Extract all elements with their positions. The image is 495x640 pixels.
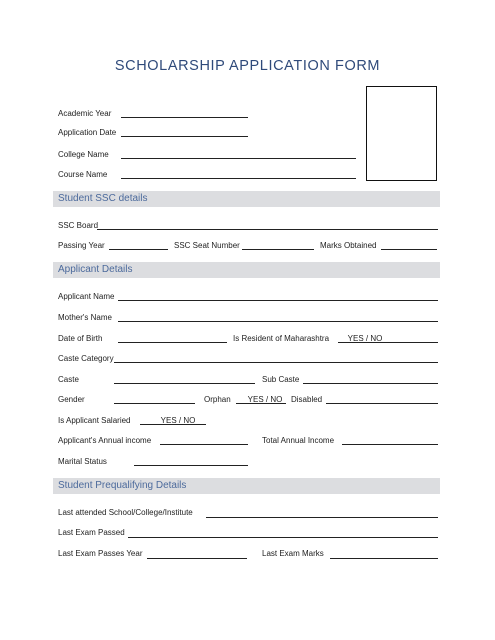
total-annual-income-field[interactable] xyxy=(342,444,438,445)
course-name-field[interactable] xyxy=(121,178,356,179)
passing-year-field[interactable] xyxy=(109,249,168,250)
annual-income-label: Applicant's Annual income xyxy=(58,436,152,445)
disabled-field[interactable] xyxy=(326,403,438,404)
course-name-label: Course Name xyxy=(58,170,108,179)
date-of-birth-label: Date of Birth xyxy=(58,334,103,343)
ssc-board-field[interactable] xyxy=(97,229,438,230)
passing-year-label: Passing Year xyxy=(58,241,105,250)
college-name-field[interactable] xyxy=(121,158,356,159)
mothers-name-field[interactable] xyxy=(118,321,438,322)
application-date-field[interactable] xyxy=(121,136,248,137)
caste-category-field[interactable] xyxy=(114,362,438,363)
sub-caste-field[interactable] xyxy=(303,383,438,384)
total-annual-income-label: Total Annual Income xyxy=(262,436,335,445)
annual-income-field[interactable] xyxy=(160,444,248,445)
academic-year-field[interactable] xyxy=(121,117,248,118)
last-exam-year-label: Last Exam Passes Year xyxy=(58,549,143,558)
salaried-options[interactable]: YES / NO xyxy=(160,416,196,425)
salaried-label: Is Applicant Salaried xyxy=(58,416,131,425)
orphan-field[interactable] xyxy=(236,403,286,404)
caste-field[interactable] xyxy=(114,383,255,384)
marital-status-field[interactable] xyxy=(134,465,248,466)
academic-year-label: Academic Year xyxy=(58,109,112,118)
last-exam-marks-field[interactable] xyxy=(330,558,438,559)
ssc-seat-number-field[interactable] xyxy=(242,249,314,250)
section-applicant-details: Applicant Details xyxy=(53,262,440,278)
caste-label: Caste xyxy=(58,375,79,384)
marks-obtained-field[interactable] xyxy=(381,249,437,250)
last-exam-passed-label: Last Exam Passed xyxy=(58,528,125,537)
date-of-birth-field[interactable] xyxy=(118,342,227,343)
applicant-name-label: Applicant Name xyxy=(58,292,115,301)
resident-field[interactable] xyxy=(338,342,438,343)
sub-caste-label: Sub Caste xyxy=(262,375,300,384)
last-attended-label: Last attended School/College/Institute xyxy=(58,508,193,517)
caste-category-label: Caste Category xyxy=(58,354,114,363)
ssc-seat-number-label: SSC Seat Number xyxy=(174,241,240,250)
resident-options[interactable]: YES / NO xyxy=(347,334,383,343)
photo-box xyxy=(366,86,437,181)
last-attended-field[interactable] xyxy=(206,517,438,518)
gender-label: Gender xyxy=(58,395,85,404)
application-date-label: Application Date xyxy=(58,128,117,137)
orphan-options[interactable]: YES / NO xyxy=(247,395,283,404)
orphan-label: Orphan xyxy=(204,395,231,404)
marks-obtained-label: Marks Obtained xyxy=(320,241,377,250)
college-name-label: College Name xyxy=(58,150,109,159)
ssc-board-label: SSC Board xyxy=(58,221,99,230)
last-exam-year-field[interactable] xyxy=(147,558,247,559)
resident-label: Is Resident of Maharashtra xyxy=(233,334,330,343)
disabled-label: Disabled xyxy=(291,395,323,404)
salaried-field[interactable] xyxy=(140,424,206,425)
last-exam-passed-field[interactable] xyxy=(128,537,438,538)
gender-field[interactable] xyxy=(114,403,195,404)
form-title: SCHOLARSHIP APPLICATION FORM xyxy=(114,58,381,74)
last-exam-marks-label: Last Exam Marks xyxy=(262,549,324,558)
applicant-name-field[interactable] xyxy=(118,300,438,301)
section-prequalifying-details: Student Prequalifying Details xyxy=(53,478,440,494)
section-ssc-details: Student SSC details xyxy=(53,191,440,207)
mothers-name-label: Mother's Name xyxy=(58,313,112,322)
marital-status-label: Marital Status xyxy=(58,457,107,466)
